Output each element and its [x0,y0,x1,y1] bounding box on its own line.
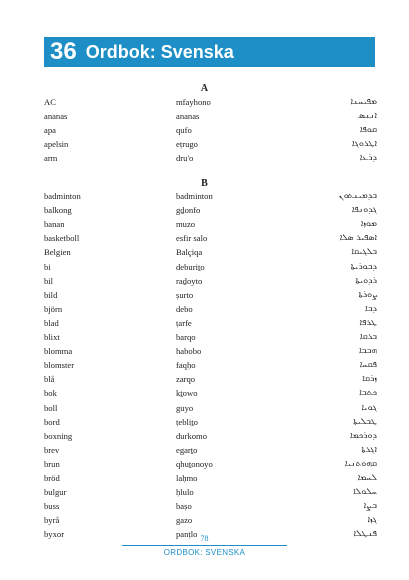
syriac-word: ܕܒܘܪܝܬܐ [350,261,377,272]
swedish-word: AC [44,97,56,107]
dictionary-entry [0,217,409,231]
transliteration: gḏonfo [176,205,201,216]
transliteration: egarṯo [176,444,198,455]
syriac-word: ܐܛܪܘܓܐ [351,139,377,150]
syriac-word: ܛܒܠܝܬܐ [353,416,377,427]
syriac-word: ܠܚܡܐ [357,473,377,483]
dictionary-entry [0,302,409,316]
syriac-word: ܕܘܪܟܡܐ [349,430,377,441]
transliteration: barqo [176,332,196,342]
swedish-word: brev [44,444,60,455]
dictionary-entry [0,429,409,443]
swedish-word: bil [44,275,54,286]
transliteration: habobo [176,346,202,357]
chapter-title: Ordbok: Svenska [85,41,234,62]
dictionary-entry [0,123,409,137]
transliteration: raḏoyto [176,275,203,286]
swedish-word: björn [44,303,63,314]
dictionary-entry [0,372,409,386]
transliteration: ḥlulo [176,487,194,498]
transliteration: debo [176,303,193,314]
dictionary-entry [0,457,409,471]
dictionary-entry [0,401,409,415]
syriac-word: ܪܕܘܝܬܐ [355,275,377,286]
syriac-word: ܩܘܦܐ [359,125,377,136]
swedish-word: banan [44,219,65,230]
transliteration: kṯowo [176,388,198,399]
syriac-word: ܐܢܢܣ [357,111,377,122]
dictionary-entry [0,513,409,527]
syriac-word: ܓܘܝܐ [361,402,377,413]
transliteration: laḥmo [176,473,198,483]
dictionary-entry [0,231,409,245]
syriac-word: ܚܠܘܠܐ [353,487,377,498]
dictionary-entry [0,245,409,259]
transliteration: badminton [176,191,213,201]
swedish-word: balkong [44,205,72,216]
swedish-word: ananas [44,111,68,122]
dictionary-entry [0,358,409,372]
swedish-word: boxning [44,430,73,441]
footer-divider [122,545,287,546]
dictionary-entry [0,499,409,513]
swedish-word: apelsin [44,139,69,150]
swedish-word: blad [44,317,59,328]
syriac-word: ܓܙܐ [367,515,377,526]
dictionary-entry [0,330,409,344]
transliteration: muzo [176,219,196,230]
syriac-word: ܗܒܒܐ [358,346,377,357]
syriac-word: ܐܣܦܝܪ ܣܠܐ [339,233,377,244]
transliteration: ṭebliṯo [176,416,198,427]
dictionary-entry [0,274,409,288]
swedish-word: brun [44,458,60,469]
dictionary-entry [0,288,409,302]
transliteration: guyo [176,402,194,413]
swedish-word: bröd [44,473,60,483]
dictionary-entry [0,415,409,429]
swedish-word: blomster [44,360,75,371]
transliteration: baṣo [176,501,192,512]
transliteration: panṭlo [176,529,198,540]
transliteration: dru'o [176,153,194,164]
section-heading: B [201,178,208,189]
footer-title: ORDBOK: SVENSKA [163,548,246,557]
swedish-word: bi [44,261,51,272]
swedish-word: boll [44,402,58,413]
swedish-word: buss [44,501,60,512]
dictionary-entry [0,471,409,485]
transliteration: gazo [176,515,193,526]
transliteration: qufo [176,125,192,136]
syriac-word: ܟܬܒܐ [359,388,377,399]
syriac-word: ܕܪܥܐ [359,153,377,164]
transliteration: qhuṯonoyo [176,458,213,469]
syriac-word: ܦܩܚܐ [359,360,377,371]
page-number: 78 [200,534,209,543]
dictionary-entry [0,386,409,400]
transliteration: deburiṯo [176,261,205,272]
syriac-word: ܐܓܪܬܐ [361,444,377,455]
syriac-word: ܒܕܡܝܢܬܘܢ [338,191,377,201]
chapter-number: 36 [50,38,77,65]
chapter-banner [44,37,375,67]
dictionary-entry [0,109,409,123]
transliteration: zarqo [176,374,196,385]
dictionary-entry [0,189,409,203]
swedish-word: bulgur [44,487,67,498]
transliteration: esfir salo [176,233,208,244]
swedish-word: blomma [44,346,73,357]
transliteration: durkomo [176,430,208,441]
swedish-word: basketboll [44,233,80,244]
swedish-word: Belgien [44,247,71,258]
transliteration: ṭarfe [176,317,192,328]
transliteration: Balҫiqa [176,247,203,258]
swedish-word: arm [44,153,58,164]
syriac-word: ܓܕܘܢܦܐ [351,205,377,216]
syriac-word: ܛܪܦܐ [359,317,377,328]
dictionary-entry [0,151,409,165]
dictionary-entry [0,95,409,109]
dictionary-entry [0,316,409,330]
section-heading: A [200,83,209,94]
dictionary-entry [0,344,409,358]
syriac-word: ܙܪܩܐ [362,374,377,385]
syriac-word: ܨܘܪܬܐ [358,289,377,300]
syriac-word: ܒܪܩܐ [359,332,377,342]
dictionary-entry [0,485,409,499]
dictionary-entry [0,137,409,151]
transliteration: mfayhono [176,97,211,107]
syriac-word: ܡܘܙܐ [360,219,377,230]
dictionary-entry [0,443,409,457]
dictionary-entry [0,260,409,274]
swedish-word: blå [44,374,55,385]
dictionary-entry [0,203,409,217]
swedish-word: bord [44,416,60,427]
swedish-word: blixt [44,332,60,342]
syriac-word: ܩܗܘܬܢܝܐ [344,458,377,469]
swedish-word: bild [44,289,58,300]
syriac-word: ܒܨܐ [363,501,377,512]
transliteration: faqḥo [176,360,196,371]
syriac-word: ܦܢܛܠܐ [353,529,377,540]
swedish-word: byrå [44,515,60,526]
swedish-word: apa [44,125,56,136]
syriac-word: ܡܦܝܚܢܐ [350,97,377,107]
swedish-word: badminton [44,191,81,201]
transliteration: ṣurto [176,289,194,300]
swedish-word: bok [44,388,57,399]
transliteration: ananas [176,111,200,122]
transliteration: eṭrugo [176,139,198,150]
swedish-word: byxor [44,529,65,540]
syriac-word: ܒܠܓܝܩܐ [351,247,377,258]
syriac-word: ܕܒܐ [365,303,377,314]
